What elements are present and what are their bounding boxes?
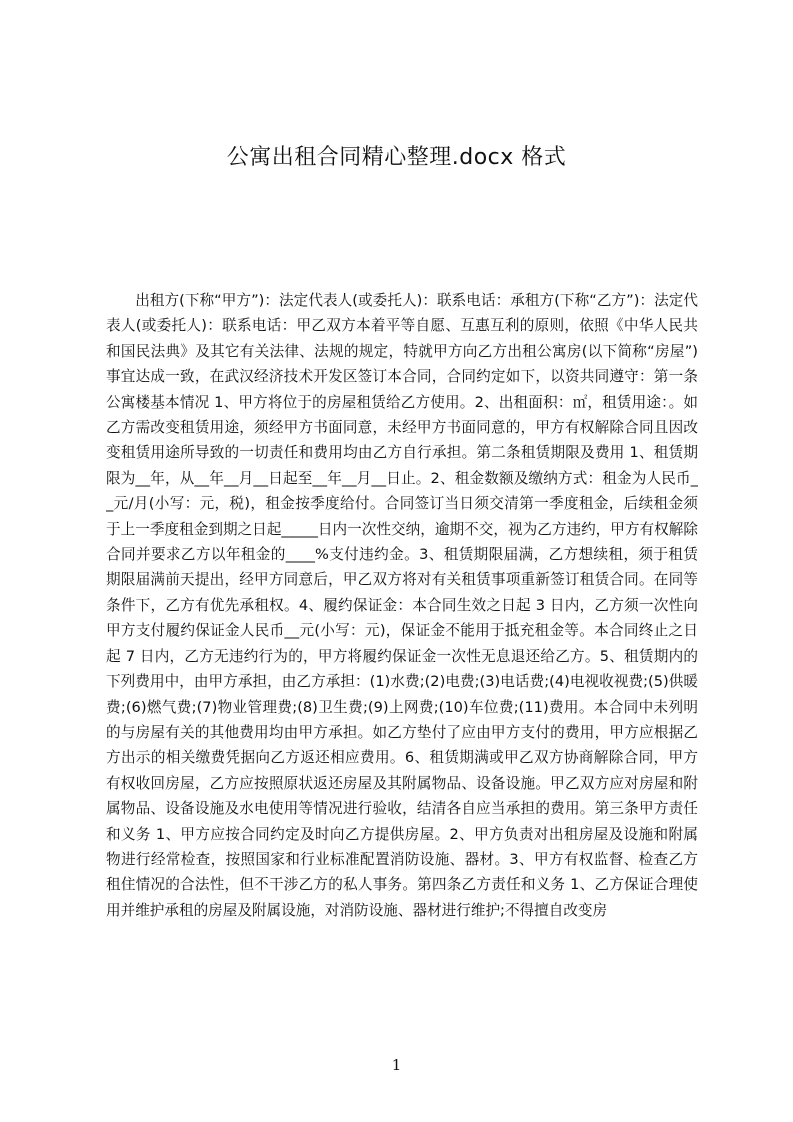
document-title: 公寓出租合同精心整理.docx 格式 [226, 145, 567, 170]
contract-body-paragraph: 出租方(下称“甲方”)：法定代表人(或委托人)：联系电话：承租方(下称“乙方”)：法定代表人(或委托人)：联系电话：甲乙双方本着平等自愿、互惠互利的原则，依照《中华人民共和国民法典》及其它有关法律、法规的规定，特就甲方向乙方出租公寓房(以下简称“房屋”)事宜达成一致，在武汉经济技术开发区签订本合同，合同约定如下，以资共同遵守：第一条公寓楼基本情况 1、甲方将位于的房屋租赁给乙方使用。2、出租面积：㎡，租赁用途：。如乙方需改变租赁用途，须经甲方书面同意，未经甲方书面同意的，甲方有权解除合同且因改变租赁用途所导致的一切责任和费用均由乙方自行承担。第二条租赁期限及费用 1、租赁期限为__年，从__年__月__日起至__年__月__日止。2、租金数额及缴纳方式：租金为人民币__元/月(小写：元，税)，租金按季度给付。合同签订当日须交清第一季度租金，后续租金须于上一季度租金到期之日起_____日内一次性交纳，逾期不交，视为乙方违约，甲方有权解除合同并要求乙方以年租金的____%支付违约金。3、租赁期限届满，乙方想续租，须于租赁期限届满前天提出，经甲方同意后，甲乙双方将对有关租赁事项重新签订租赁合同。在同等条件下，乙方有优先承租权。4、履约保证金：本合同生效之日起 3 日内，乙方须一次性向甲方支付履约保证金人民币__元(小写：元)，保证金不能用于抵充租金等。本合同终止之日起 7 日内，乙方无违约行为的，甲方将履约保证金一次性无息退还给乙方。5、租赁期内的下列费用中，由甲方承担，由乙方承担：(1)水费;(2)电费;(3)电话费;(4)电视收视费;(5)供暖费;(6)燃气费;(7)物业管理费;(8)卫生费;(9)上网费;(10)车位费;(11)费用。本合同中未列明的与房屋有关的其他费用均由甲方承担。如乙方垫付了应由甲方支付的费用，甲方应根据乙方出示的相关缴费凭据向乙方返还相应费用。6、租赁期满或甲乙双方协商解除合同，甲方有权收回房屋，乙方应按照原状返还房屋及其附属物品、设备设施。甲乙双方应对房屋和附属物品、设备设施及水电使用等情况进行验收，结清各自应当承担的费用。第三条甲方责任和义务 1、甲方应按合同约定及时向乙方提供房屋。2、甲方负责对出租房屋及设施和附属物进行经常检查，按照国家和行业标准配置消防设施、器材。3、甲方有权监督、检查乙方租住情况的合法性，但不干涉乙方的私人事务。第四条乙方责任和义务 1、乙方保证合理使用并维护承租的房屋及附属设施，对消防设施、器材进行维护;不得擅自改变房 [106, 292, 698, 919]
page-number: 1 [391, 1056, 402, 1074]
